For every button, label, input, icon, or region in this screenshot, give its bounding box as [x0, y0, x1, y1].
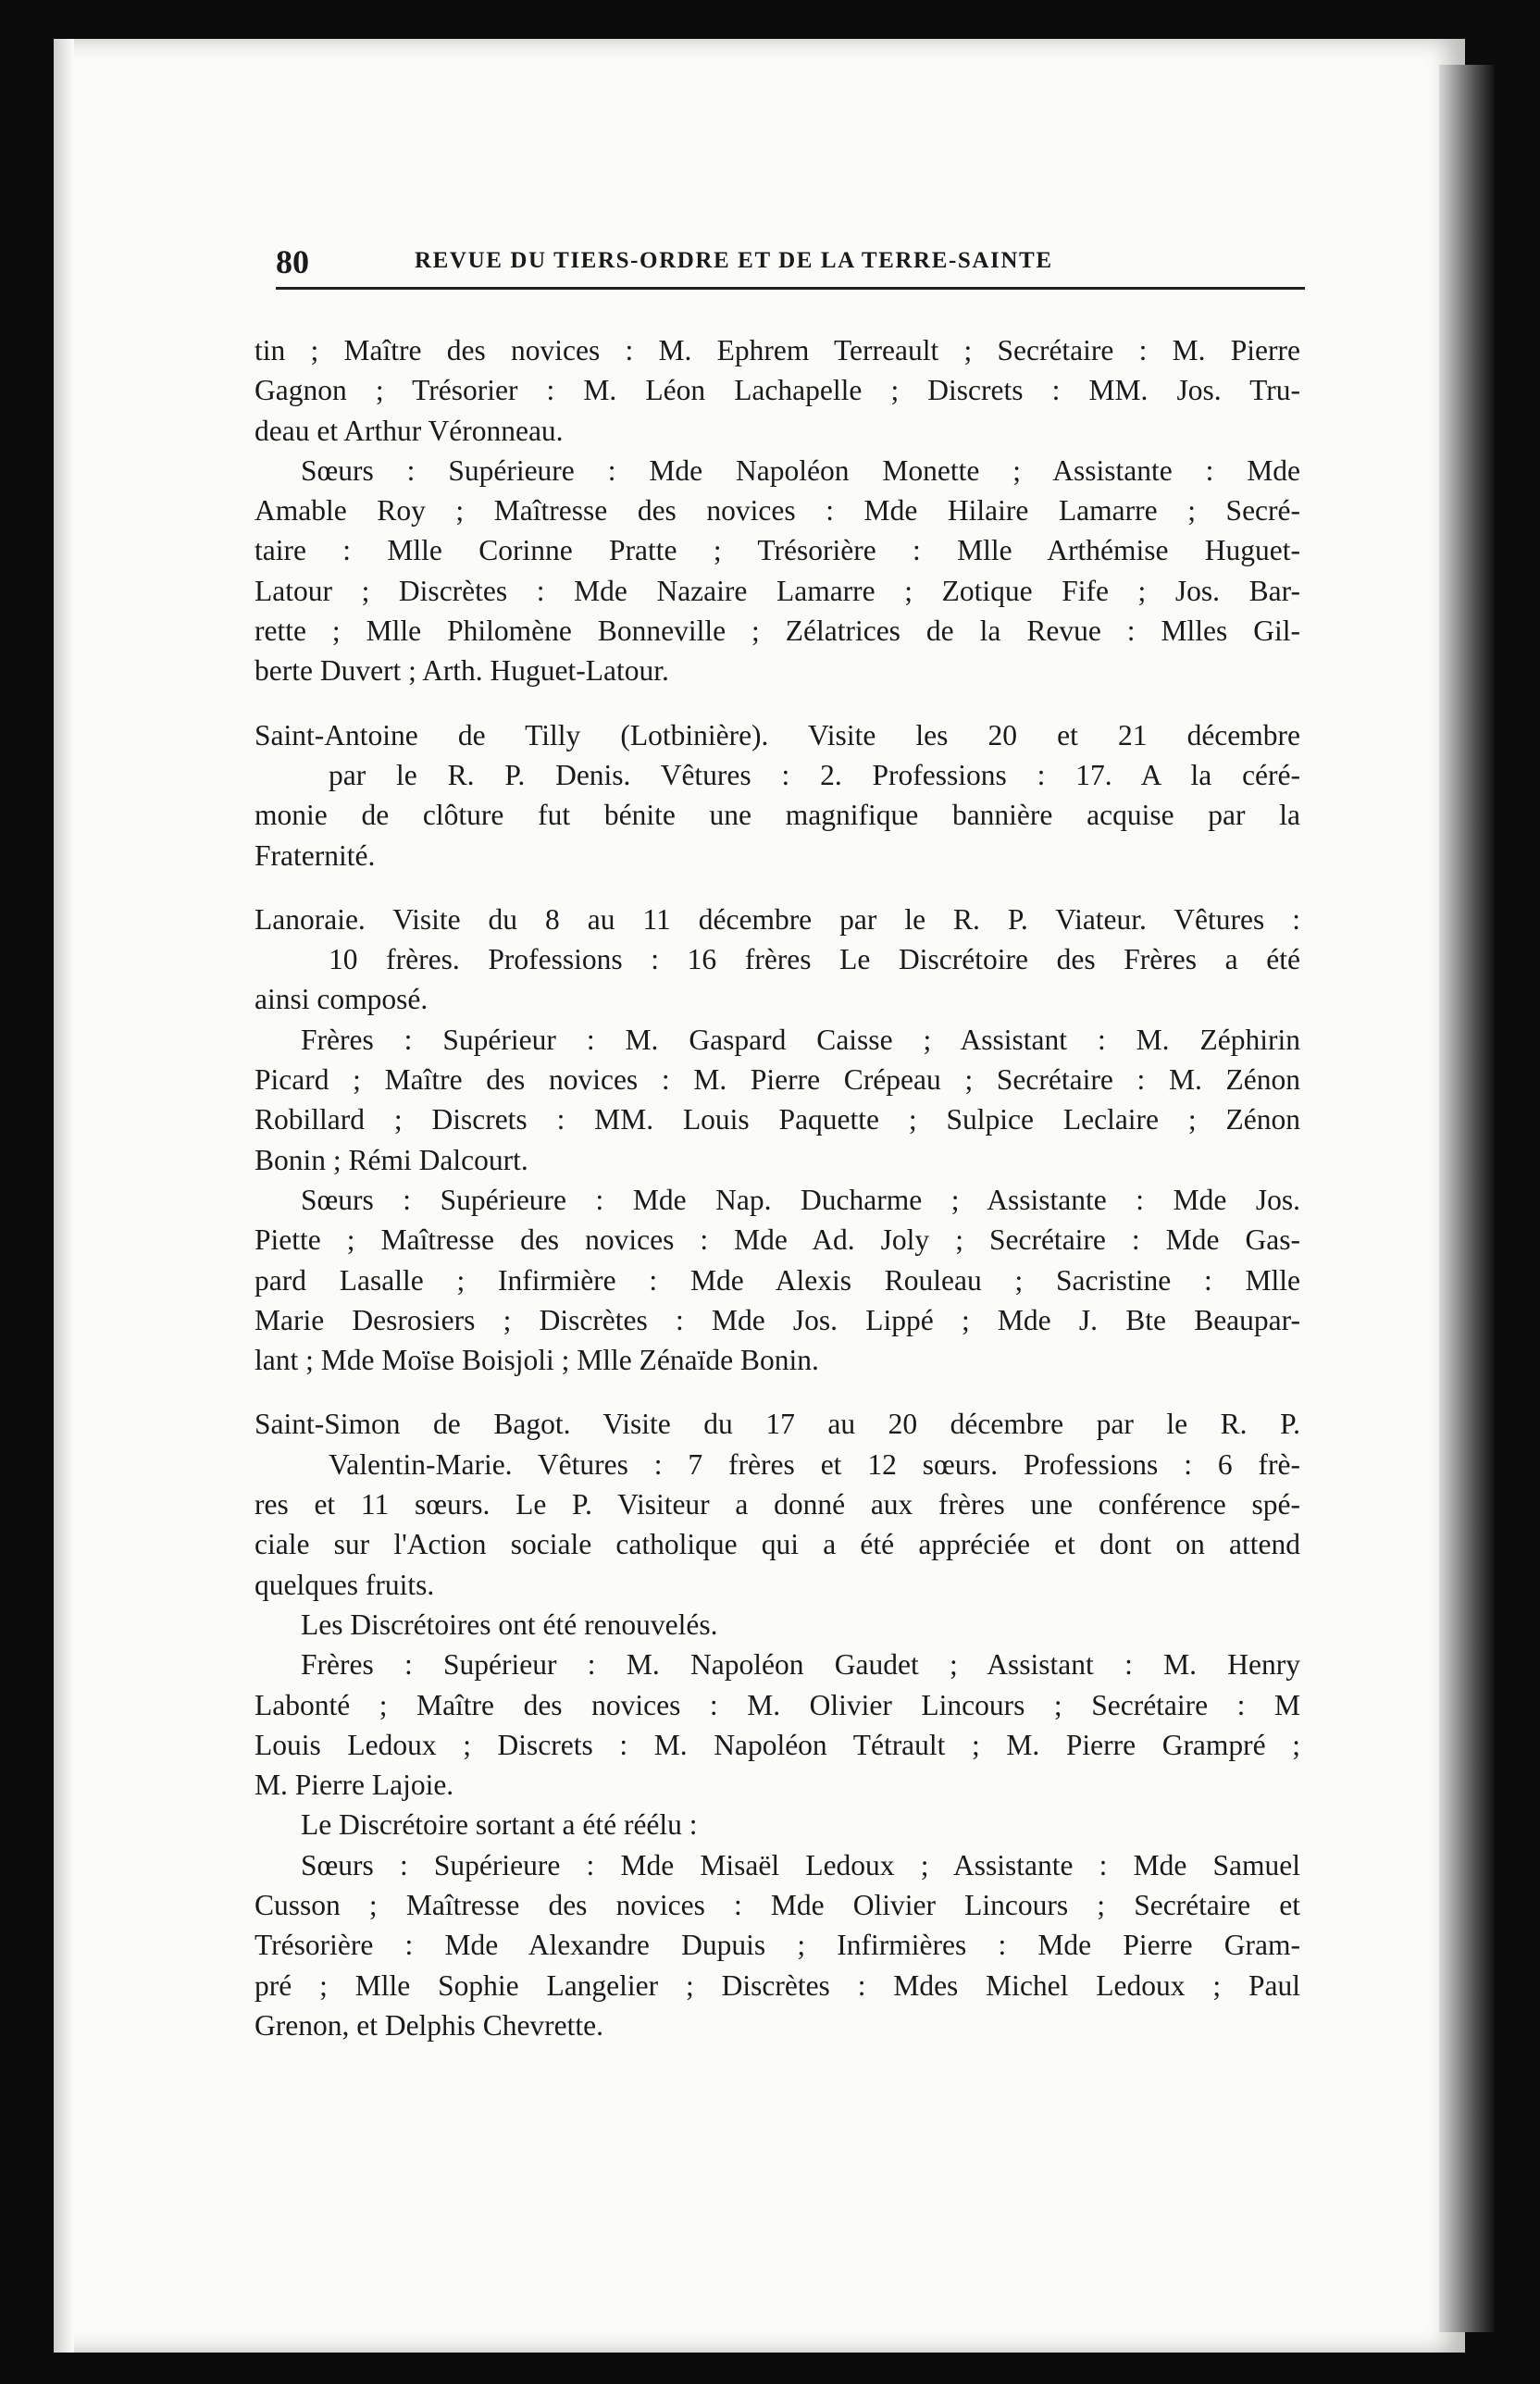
paragraph-freres-1	[255, 1020, 1300, 1180]
text-line: Saint-Simon de Bagot. Visite du 17 au 20 décembre par le R. P.	[255, 1408, 1300, 1441]
page-right-shadow	[1439, 65, 1495, 2332]
paragraph-saint-simon	[255, 1404, 1300, 1604]
text-line: taire : Mlle Corinne Pratte ; Trésorière : Mlle Arthémise Huguet-	[255, 534, 1300, 567]
text-line: 10 frères. Professions : 16 frères Le Discrétoire des Frères a été	[329, 943, 1300, 976]
paragraph-saint-antoine	[255, 715, 1300, 875]
text-line: ainsi composé.	[255, 983, 428, 1016]
text-line: Sœurs : Supérieure : Mde Nap. Ducharme ; Assistante : Mde Jos.	[301, 1183, 1300, 1216]
text-line: Sœurs : Supérieure : Mde Napoléon Monette ; Assistante : Mde	[301, 453, 1300, 487]
text-line: Trésorière : Mde Alexandre Dupuis ; Infirmières : Mde Pierre Gram-	[255, 1929, 1300, 1962]
text-line: Gagnon ; Trésorier : M. Léon Lachapelle ; Discrets : MM. Jos. Tru-	[255, 374, 1300, 407]
text-line: lant ; Mde Moïse Boisjoli ; Mlle Zénaïde Bonin.	[255, 1344, 819, 1377]
paragraph-soeurs-3	[255, 1845, 1300, 2045]
text-line: Sœurs : Supérieure : Mde Misaël Ledoux ; Assistante : Mde Samuel	[301, 1848, 1300, 1881]
text-line: Grenon, et Delphis Chevrette.	[255, 2008, 604, 2042]
text-line: par le R. P. Denis. Vêtures : 2. Professions : 17. A la céré-	[329, 758, 1300, 791]
page-header	[276, 242, 1305, 290]
text-line: Latour ; Discrètes : Mde Nazaire Lamarre ; Zotique Fife ; Jos. Bar-	[255, 574, 1300, 607]
text-line: deau et Arthur Véronneau.	[255, 414, 564, 447]
text-line: Piette ; Maîtresse des novices : Mde Ad. Joly ; Secrétaire : Mde Gas-	[255, 1223, 1300, 1257]
text-line: res et 11 sœurs. Le P. Visiteur a donné aux frères une conférence spé-	[255, 1488, 1300, 1521]
page-body	[255, 330, 1300, 2045]
paragraph-soeurs-1	[255, 451, 1300, 691]
text-line: berte Duvert ; Arth. Huguet-Latour.	[255, 654, 669, 688]
paragraph-discretoires	[255, 1605, 1300, 1645]
paragraph-continuation	[255, 330, 1300, 451]
text-line: Lanoraie. Visite du 8 au 11 décembre par le R. P. Viateur. Vêtures :	[255, 902, 1300, 936]
paragraph-reelu	[255, 1805, 1300, 1844]
text-line: Bonin ; Rémi Dalcourt.	[255, 1143, 528, 1176]
paragraph-lanoraie	[255, 900, 1300, 1020]
text-line: tin ; Maître des novices : M. Ephrem Terreault ; Secrétaire : M. Pierre	[255, 334, 1300, 366]
text-line: Cusson ; Maîtresse des novices : Mde Olivier Lincours ; Secrétaire et	[255, 1888, 1300, 1921]
text-line: Amable Roy ; Maîtresse des novices : Mde Hilaire Lamarre ; Secré-	[255, 494, 1300, 528]
running-title: REVUE DU TIERS-ORDRE ET DE LA TERRE-SAINTE	[415, 248, 1053, 273]
text-line: Robillard ; Discrets : MM. Louis Paquette ; Sulpice Leclaire ; Zénon	[255, 1103, 1300, 1136]
text-line: pré ; Mlle Sophie Langelier ; Discrètes : Mdes Michel Ledoux ; Paul	[255, 1968, 1300, 2002]
text-line: Saint-Antoine de Tilly (Lotbinière). Visite les 20 et 21 décembre	[255, 718, 1300, 751]
text-line: monie de clôture fut bénite une magnifique bannière acquise par la	[255, 799, 1300, 832]
page-gutter-edge	[54, 39, 74, 2353]
text-line: Fraternité.	[255, 838, 376, 872]
text-line: rette ; Mlle Philomène Bonneville ; Zélatrices de la Revue : Mlles Gil-	[255, 615, 1300, 648]
text-line: Picard ; Maître des novices : M. Pierre Crépeau ; Secrétaire : M. Zénon	[255, 1063, 1300, 1097]
text-line: ciale sur l'Action sociale catholique qui a été appréciée et dont on attend	[255, 1528, 1300, 1561]
text-line: Louis Ledoux ; Discrets : M. Napoléon Tétrault ; M. Pierre Grampré ;	[255, 1728, 1300, 1761]
text-line: Frères : Supérieur : M. Napoléon Gaudet ; Assistant : M. Henry	[301, 1648, 1300, 1682]
text-line: Le Discrétoire sortant a été réélu :	[301, 1808, 698, 1842]
text-line: quelques fruits.	[255, 1568, 435, 1601]
paragraph-freres-2	[255, 1645, 1300, 1805]
text-line: Les Discrétoires ont été renouvelés.	[301, 1608, 718, 1641]
text-line: Valentin-Marie. Vêtures : 7 frères et 12 sœurs. Professions : 6 frè-	[329, 1447, 1300, 1481]
text-line: Frères : Supérieur : M. Gaspard Caisse ; Assistant : M. Zéphirin	[301, 1023, 1300, 1056]
page-number: 80	[276, 243, 309, 280]
text-line: M. Pierre Lajoie.	[255, 1769, 454, 1802]
paragraph-soeurs-2	[255, 1180, 1300, 1380]
text-line: Labonté ; Maître des novices : M. Olivier Lincours ; Secrétaire : M	[255, 1688, 1300, 1721]
text-line: pard Lasalle ; Infirmière : Mde Alexis Rouleau ; Sacristine : Mlle	[255, 1263, 1300, 1297]
text-line: Marie Desrosiers ; Discrètes : Mde Jos. Lippé ; Mde J. Bte Beaupar-	[255, 1303, 1300, 1336]
